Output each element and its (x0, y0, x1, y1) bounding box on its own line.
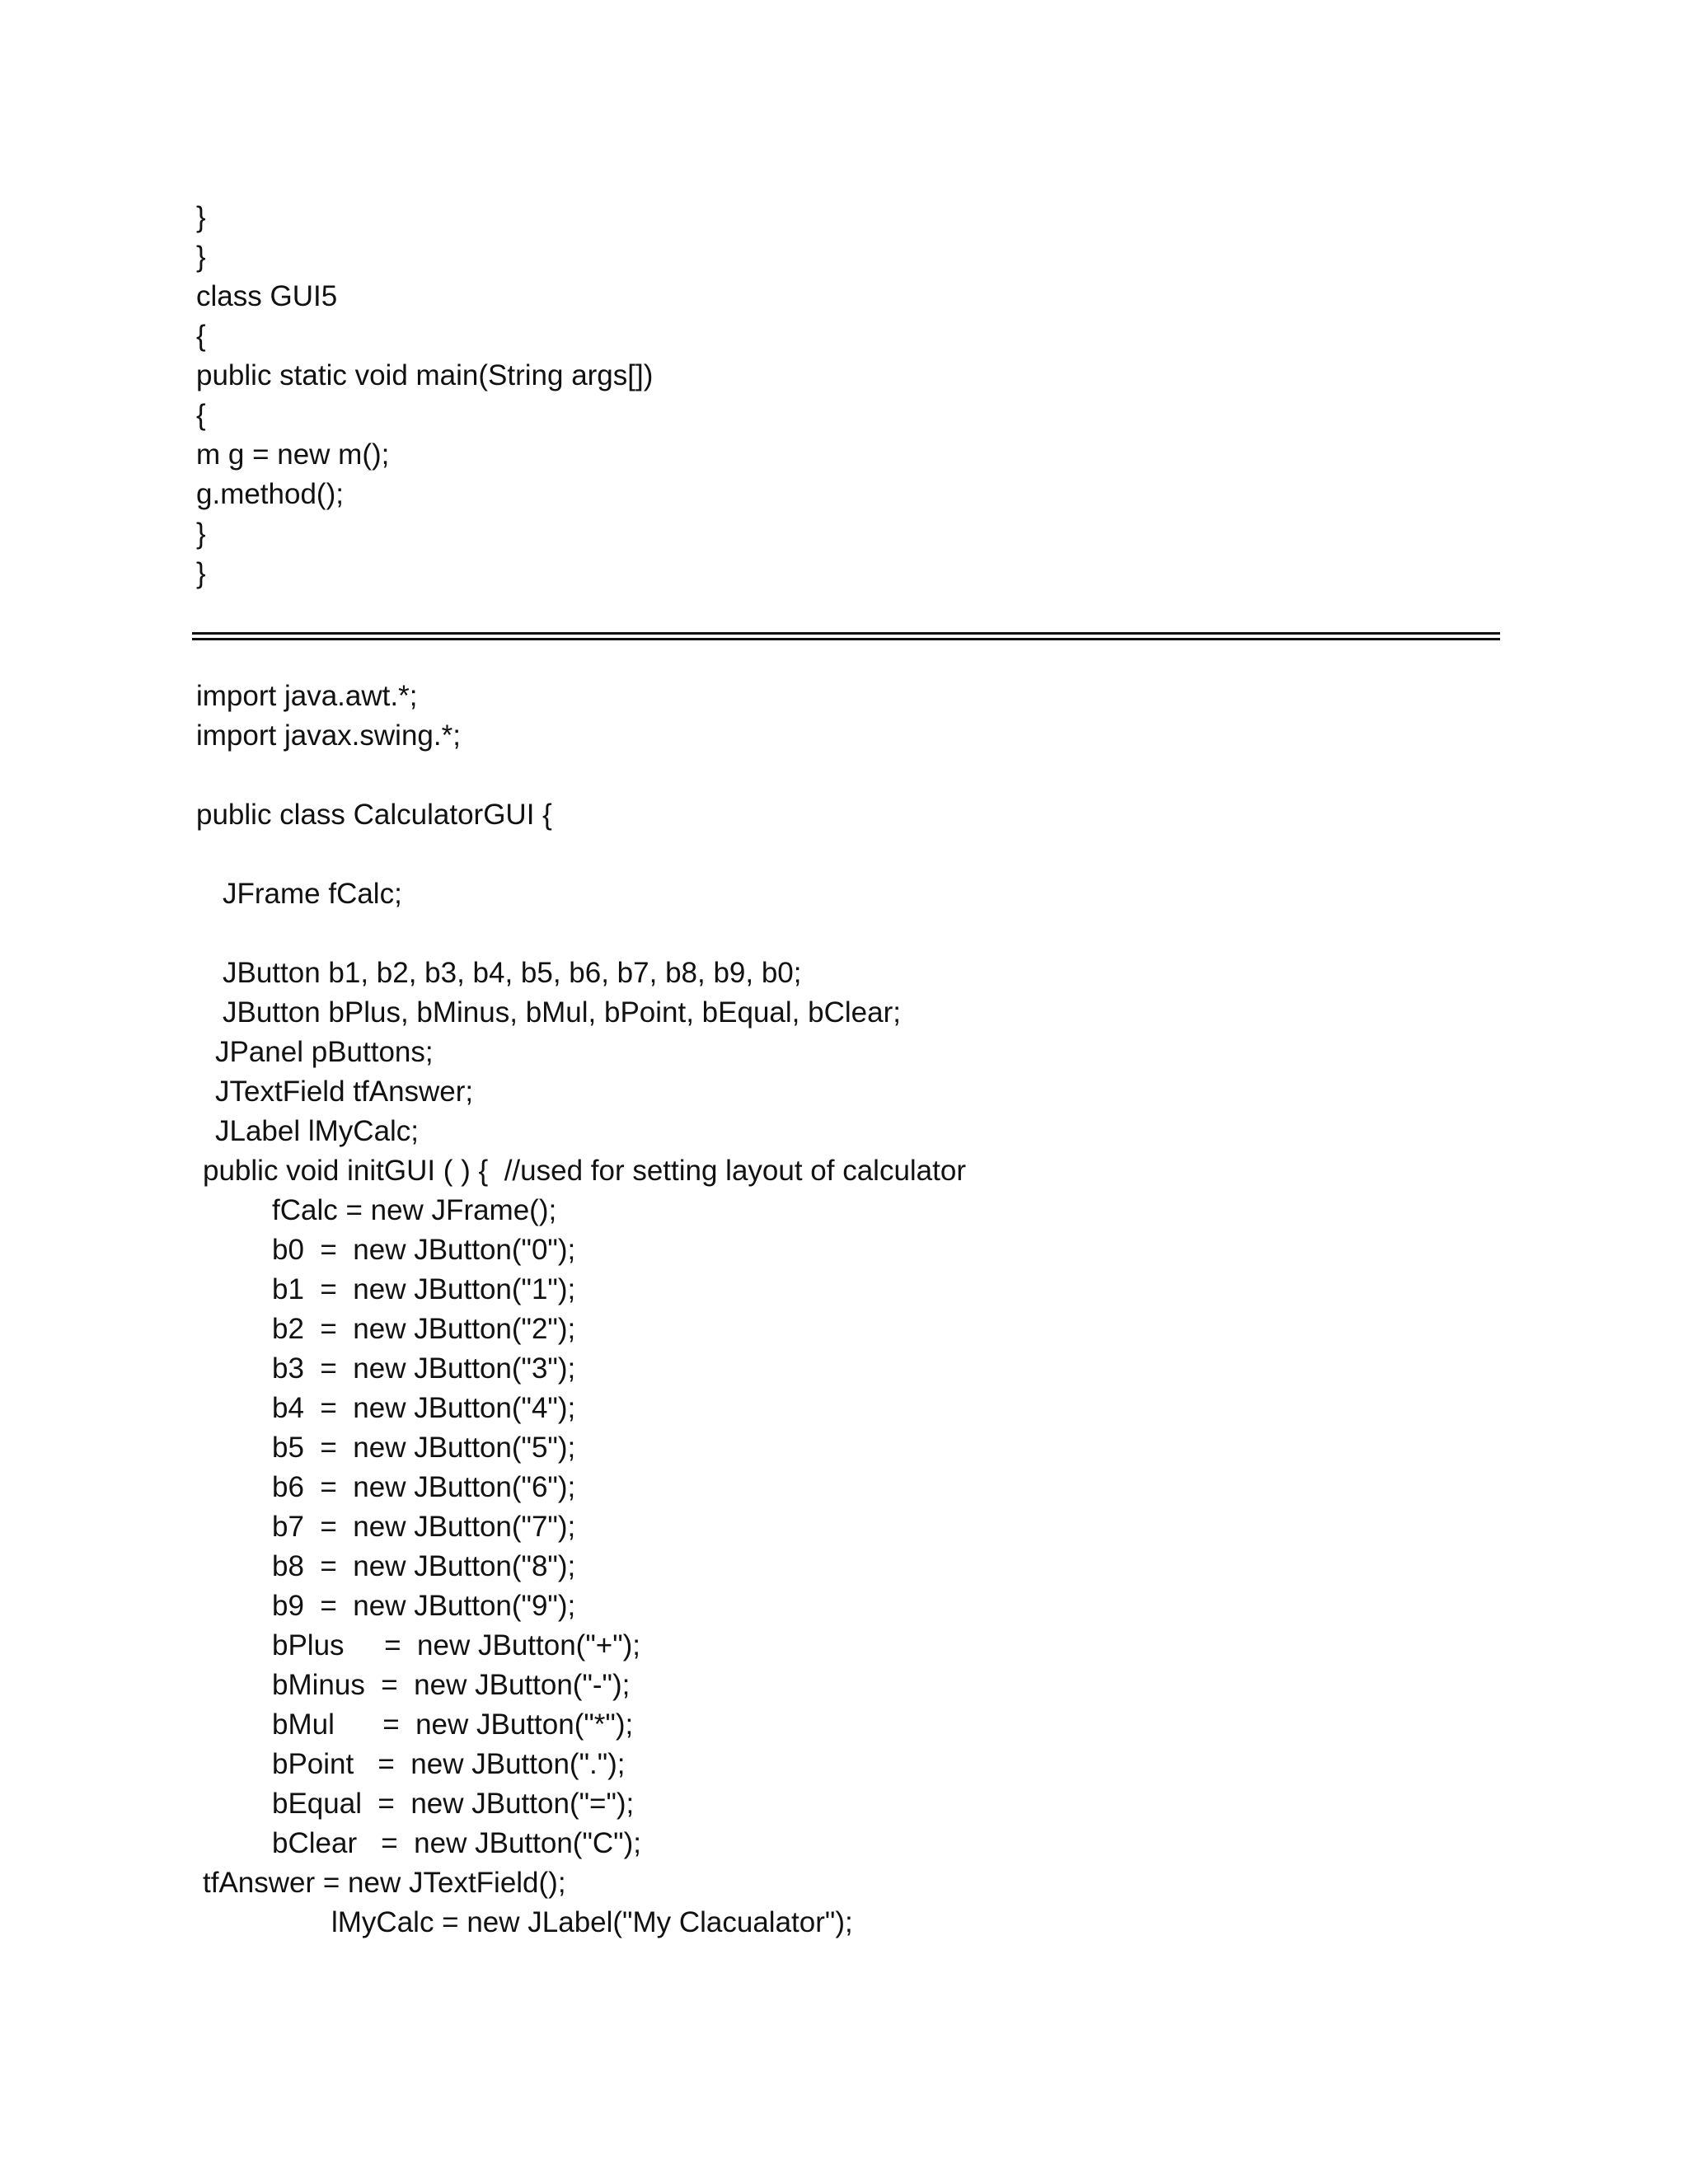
code-line: bPoint = new JButton("."); (272, 1748, 626, 1780)
code-line: b0 = new JButton("0"); (272, 1234, 576, 1266)
code-line: b3 = new JButton("3"); (272, 1352, 576, 1385)
code-line: bMinus = new JButton("-"); (272, 1669, 631, 1701)
code-line: bClear = new JButton("C"); (272, 1827, 641, 1859)
code-line: bPlus = new JButton("+"); (272, 1629, 641, 1661)
code-line: b2 = new JButton("2"); (272, 1313, 576, 1345)
code-line: b5 = new JButton("5"); (272, 1432, 576, 1464)
code-line: JPanel pButtons; (215, 1036, 434, 1068)
code-line: } (196, 201, 206, 233)
code-line: fCalc = new JFrame(); (272, 1194, 557, 1226)
code-line: b1 = new JButton("1"); (272, 1273, 576, 1305)
code-line: JButton bPlus, bMinus, bMul, bPoint, bEqual, bClear; (223, 996, 901, 1029)
code-line: JFrame fCalc; (223, 878, 402, 910)
code-line: g.method(); (196, 478, 344, 510)
code-line: class GUI5 (196, 280, 338, 312)
code-line: public class CalculatorGUI { (196, 799, 552, 831)
code-line: b7 = new JButton("7"); (272, 1511, 576, 1543)
code-line: bEqual = new JButton("="); (272, 1788, 635, 1820)
code-line: b8 = new JButton("8"); (272, 1550, 576, 1582)
code-line: { (196, 320, 206, 352)
code-line: JButton b1, b2, b3, b4, b5, b6, b7, b8, b9, b0; (223, 957, 802, 989)
code-line: bMul = new JButton("*"); (272, 1708, 634, 1741)
code-line: } (196, 518, 206, 550)
code-line: import java.awt.*; (196, 680, 418, 712)
code-line: b9 = new JButton("9"); (272, 1590, 576, 1622)
double-rule-bottom (192, 638, 1500, 640)
code-line: public static void main(String args[]) (196, 359, 654, 391)
code-line: b6 = new JButton("6"); (272, 1471, 576, 1503)
code-line: JTextField tfAnswer; (215, 1076, 474, 1108)
code-line: import javax.swing.*; (196, 719, 461, 752)
code-line: JLabel lMyCalc; (215, 1115, 420, 1147)
code-line: public void initGUI ( ) { //used for setting layout of calculator (203, 1155, 966, 1187)
code-line: b4 = new JButton("4"); (272, 1392, 576, 1424)
code-line: tfAnswer = new JTextField(); (203, 1867, 566, 1899)
code-line: lMyCalc = new JLabel("My Clacualator"); (331, 1906, 853, 1938)
code-line: { (196, 399, 206, 431)
code-line: } (196, 557, 206, 589)
double-rule-top (192, 632, 1500, 635)
code-line: m g = new m(); (196, 438, 390, 471)
code-line: } (196, 241, 206, 273)
